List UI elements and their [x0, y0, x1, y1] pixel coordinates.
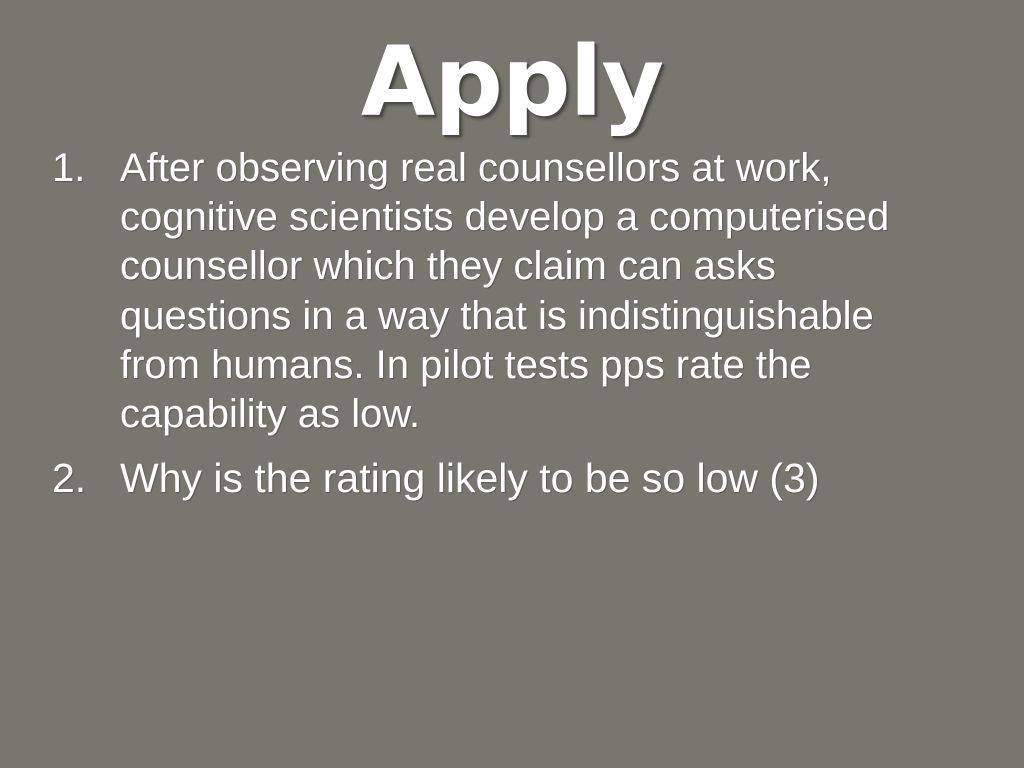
slide-body-list: [0, 144, 1024, 504]
list-item-marker: 1.: [52, 146, 86, 190]
list-item: [0, 453, 1024, 503]
list-item: [0, 144, 1024, 439]
page-title: Apply: [360, 26, 664, 138]
list-item-text: Why is the rating likely to be so low (3): [120, 455, 820, 502]
list-item-marker: 2.: [52, 455, 87, 502]
list-item-text: After observing real counsellors at work, cognitive scientists develop a computerised counsellor which they claim can asks questions in a way that is indistinguishable from humans. In pilot tests pps rate the capability as low.: [120, 146, 890, 436]
